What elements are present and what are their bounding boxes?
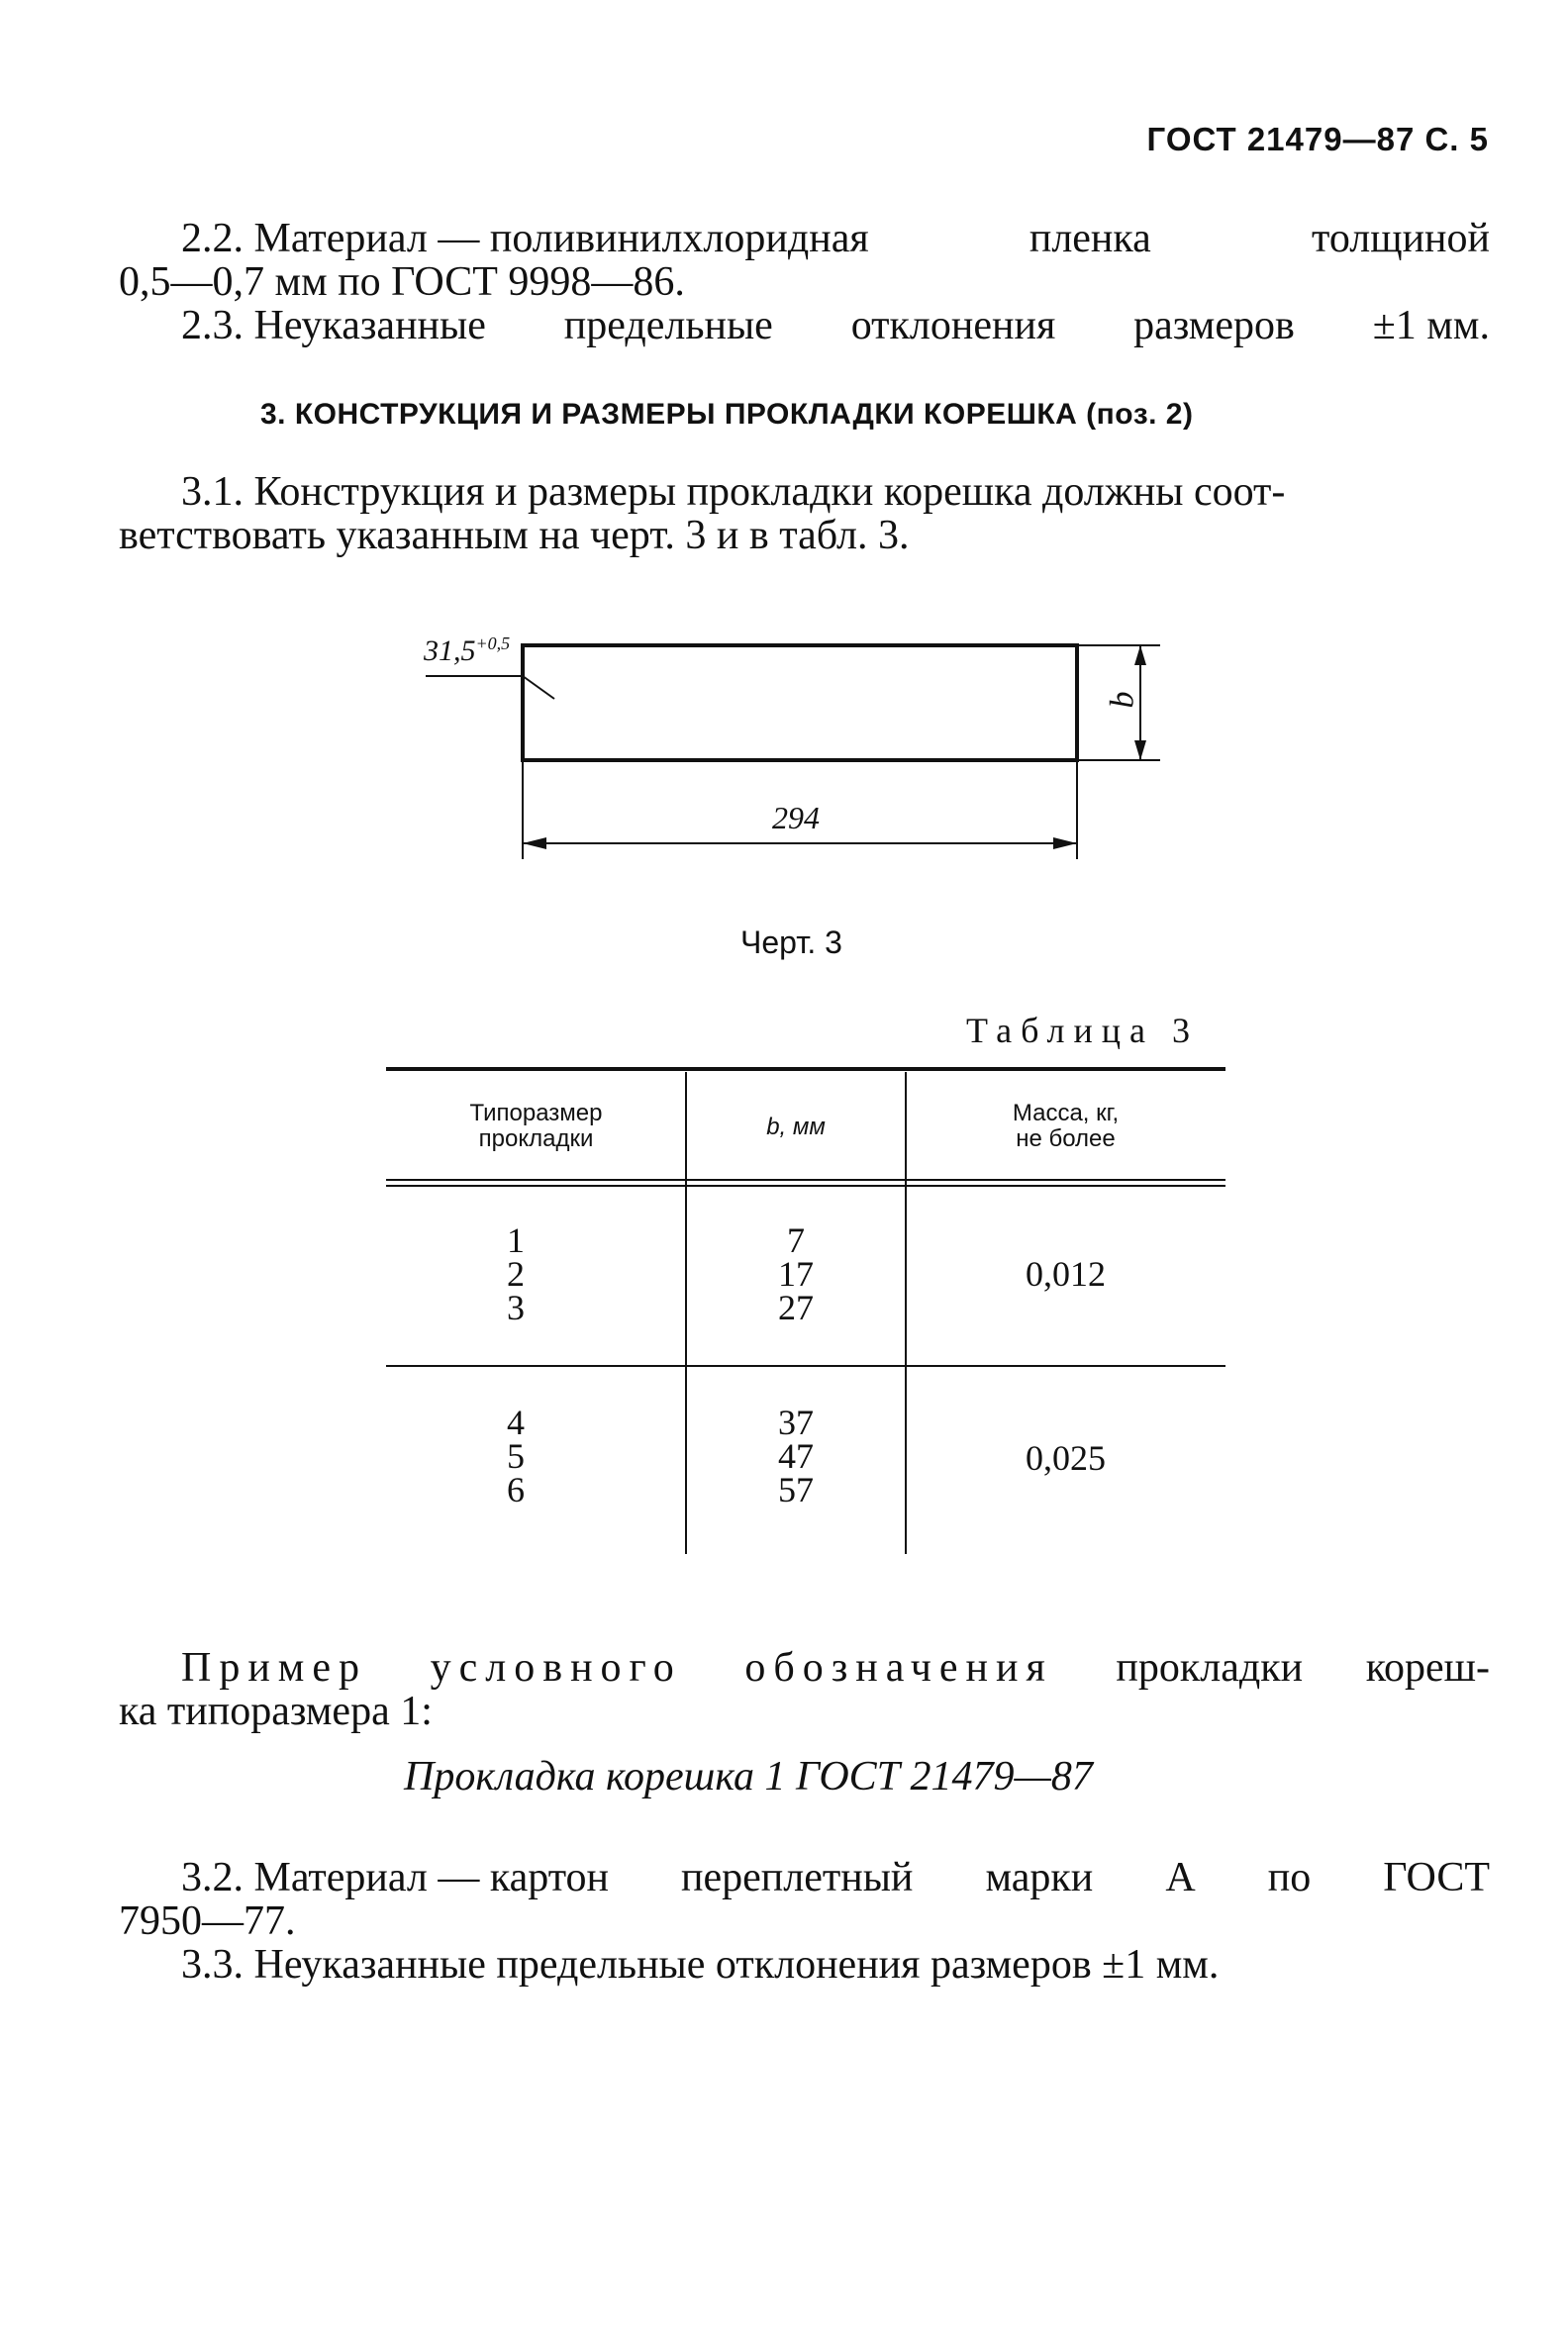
tolerance-superscript: +0,5 (475, 633, 511, 653)
text-span: Пример (181, 1645, 368, 1691)
paragraph-3-1: 3.1. Конструкция и размеры прокладки корешка должны соот- (181, 469, 1286, 515)
table-cell: 47 (778, 1436, 814, 1476)
paragraph-3-3: 3.3. Неуказанные предельные отклонения размеров ±1 мм. (181, 1942, 1220, 1988)
paragraph-3-2 (181, 1855, 1490, 1900)
text-span: 2.2. Материал — поливинилхлоридная (181, 216, 869, 261)
header-mass (906, 1101, 1225, 1152)
table-cell: 5 (507, 1436, 525, 1476)
paragraph-3-2-continued: 7950—77. (119, 1898, 296, 1944)
arrow-294-left (523, 837, 546, 849)
example-line-2: ка типоразмера 1: (119, 1689, 433, 1734)
page-header: ГОСТ 21479—87 С. 5 (1146, 121, 1489, 157)
header-line: Масса, кг, (1012, 1100, 1120, 1126)
paragraph-3-1-continued: ветствовать указанным на черт. 3 и в табл. 3. (119, 513, 910, 558)
text-span: отклонения (850, 303, 1056, 348)
table-cell: 37 (778, 1403, 814, 1442)
text-span: размеров (1133, 303, 1295, 348)
group-2-sizes (386, 1403, 645, 1509)
table-cell: 27 (778, 1288, 814, 1327)
text-span: 3.2. Материал — картон (181, 1855, 609, 1900)
text-span: по (1267, 1855, 1312, 1900)
tolerance-leader-tail (523, 676, 554, 699)
text-span: А (1165, 1855, 1196, 1900)
text-span: ±1 мм. (1372, 303, 1490, 348)
text-span: предельные (563, 303, 773, 348)
text-span: переплетный (681, 1855, 914, 1900)
text-span: кореш- (1365, 1645, 1490, 1691)
header-line: прокладки (478, 1125, 594, 1152)
table-cell: 4 (507, 1403, 525, 1442)
table-cell: 57 (778, 1470, 814, 1509)
text-span: ГОСТ (1383, 1855, 1490, 1900)
spine-pad-outline (523, 645, 1077, 760)
table-cell: 2 (507, 1254, 525, 1294)
arrow-b-bottom (1134, 740, 1146, 760)
table-title: Таблица 3 (966, 1011, 1199, 1050)
text-span: 2.3. Неуказанные (181, 303, 486, 348)
height-label: b (1104, 691, 1141, 709)
text-span: обозначения (744, 1645, 1053, 1691)
text-span: толщиной (1312, 216, 1490, 261)
group-2-mass: 0,025 (1026, 1438, 1106, 1478)
figure-caption: Черт. 3 (740, 924, 842, 960)
section-title: 3. КОНСТРУКЦИЯ И РАЗМЕРЫ ПРОКЛАДКИ КОРЕШКА (поз. 2) (260, 398, 1194, 431)
table-cell: 1 (507, 1220, 525, 1260)
tolerance-label (424, 633, 510, 668)
width-label: 294 (772, 800, 820, 835)
group-1-mass: 0,012 (1026, 1254, 1106, 1294)
text-span: прокладки (1116, 1645, 1304, 1691)
group-1-sizes (386, 1220, 645, 1327)
header-line: не более (1016, 1125, 1116, 1152)
table-cell: 3 (507, 1288, 525, 1327)
text-span: условного (430, 1645, 682, 1691)
text-span: марки (985, 1855, 1094, 1900)
arrow-294-right (1053, 837, 1077, 849)
example-line-1 (181, 1645, 1490, 1691)
arrow-b-top (1134, 645, 1146, 665)
table-cell: 17 (778, 1254, 814, 1294)
example-designation: Прокладка корешка 1 ГОСТ 21479—87 (404, 1754, 1093, 1799)
group-2-b (686, 1403, 906, 1509)
header-line: Типоразмер (469, 1100, 603, 1126)
paragraph-2-2-continued: 0,5—0,7 мм по ГОСТ 9998—86. (119, 259, 685, 305)
tolerance-value: 31,5 (424, 634, 476, 667)
text-span: пленка (1029, 216, 1151, 261)
header-size (386, 1101, 686, 1152)
header-b: b, мм (766, 1114, 826, 1140)
table-cell: 7 (787, 1220, 805, 1260)
table-cell: 6 (507, 1470, 525, 1509)
group-1-b (686, 1220, 906, 1327)
